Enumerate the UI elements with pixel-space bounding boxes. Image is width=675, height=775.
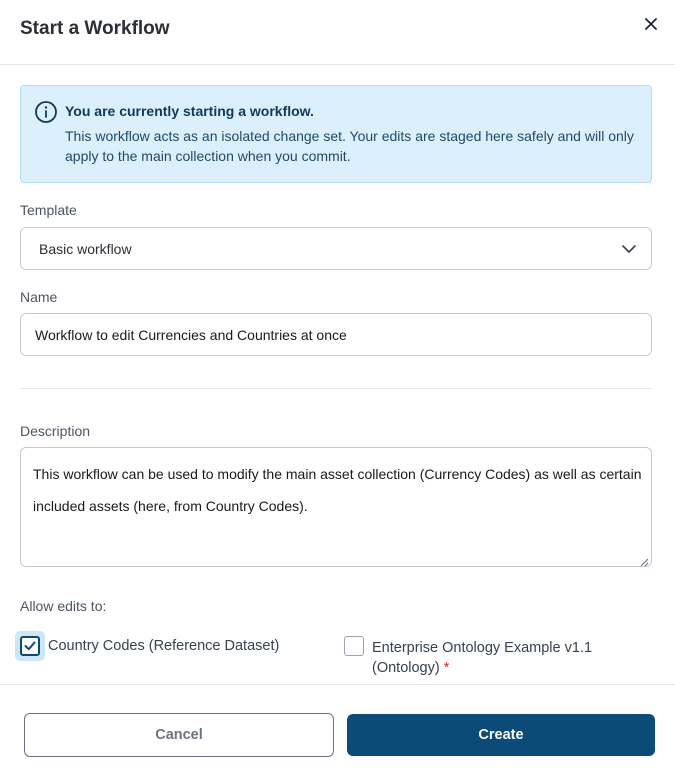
chevron-down-icon — [621, 241, 637, 257]
banner-body: This workflow acts as an isolated change set. Your edits are staged here safely and will only apply to the main collection when you commit. — [65, 128, 634, 164]
name-input[interactable] — [20, 313, 652, 356]
allow-edits-label: Allow edits to: — [20, 598, 107, 614]
footer-divider — [0, 684, 675, 685]
template-label: Template — [20, 202, 77, 218]
banner-title: You are currently starting a workflow. — [65, 103, 314, 119]
info-banner — [20, 85, 652, 183]
required-asterisk: * — [443, 660, 450, 676]
template-select[interactable] — [20, 227, 652, 270]
name-label: Name — [20, 289, 58, 305]
dialog-title: Start a Workflow — [20, 18, 170, 39]
close-icon[interactable] — [640, 14, 662, 36]
create-button[interactable]: Create — [347, 714, 655, 756]
template-selected-value: Basic workflow — [39, 241, 132, 257]
resize-grip-icon[interactable] — [639, 554, 649, 564]
description-textarea[interactable] — [20, 447, 652, 567]
description-value: This workflow can be used to modify the main asset collection (Currency Codes) as well as certain included assets (here, from Country Codes). — [33, 466, 642, 514]
dialog-header — [0, 0, 675, 65]
description-label: Description — [20, 423, 91, 439]
checkbox-country-codes[interactable] — [15, 631, 45, 661]
info-icon — [34, 100, 58, 124]
option-label-text: Enterprise Ontology Example v1.1 (Ontology) — [372, 640, 593, 676]
check-icon — [23, 639, 37, 653]
cancel-button[interactable]: Cancel — [24, 713, 334, 757]
name-input-value: Workflow to edit Currencies and Countries at once — [35, 327, 347, 343]
checkbox-enterprise-ontology[interactable] — [344, 636, 364, 656]
section-divider — [20, 388, 652, 389]
checkbox-label-country-codes: Country Codes (Reference Dataset) — [48, 638, 280, 654]
checkbox-label-enterprise-ontology — [372, 638, 632, 678]
checkbox-checked — [20, 636, 40, 656]
